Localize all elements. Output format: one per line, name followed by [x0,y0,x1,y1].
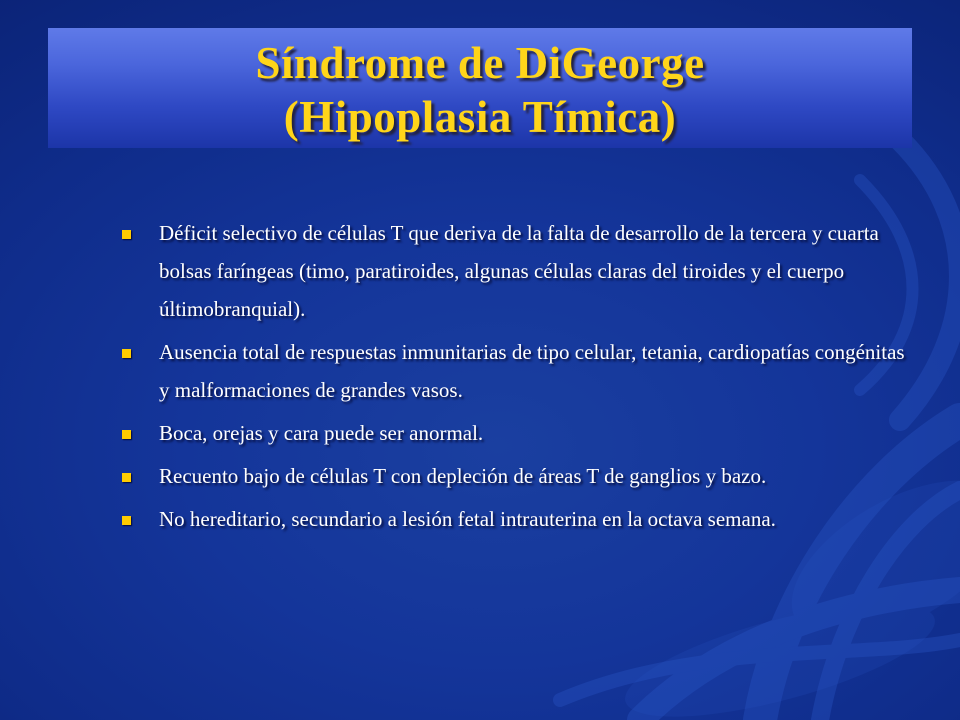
bullet-item [118,214,918,328]
bullet-item [118,333,918,409]
bullet-item [118,500,918,538]
bullet-square-icon [122,349,131,358]
bullet-item [118,457,918,495]
bullet-list [118,214,918,543]
bullet-item [118,414,918,452]
bullet-text: Recuento bajo de células T con depleción de áreas T de ganglios y bazo. [159,464,767,488]
bullet-text: No hereditario, secundario a lesión fetal intrauterina en la octava semana. [159,507,776,531]
slide-title-line-2: (Hipoplasia Tímica) [283,92,677,142]
slide-title-line-1: Síndrome de DiGeorge [255,38,705,88]
bullet-square-icon [122,230,131,239]
bullet-square-icon [122,473,131,482]
title-banner [48,28,912,148]
bullet-square-icon [122,430,131,439]
bullet-text: Boca, orejas y cara puede ser anormal. [159,421,484,445]
bullet-text: Ausencia total de respuestas inmunitarias de tipo celular, tetania, cardiopatías congénitas y malformaciones de grandes vasos. [159,340,905,402]
bullet-text: Déficit selectivo de células T que deriva de la falta de desarrollo de la tercera y cuarta bolsas faríngeas (timo, paratiroides, algunas células claras del tiroides y el cuerpo últimobranquial). [159,221,879,321]
bullet-square-icon [122,516,131,525]
